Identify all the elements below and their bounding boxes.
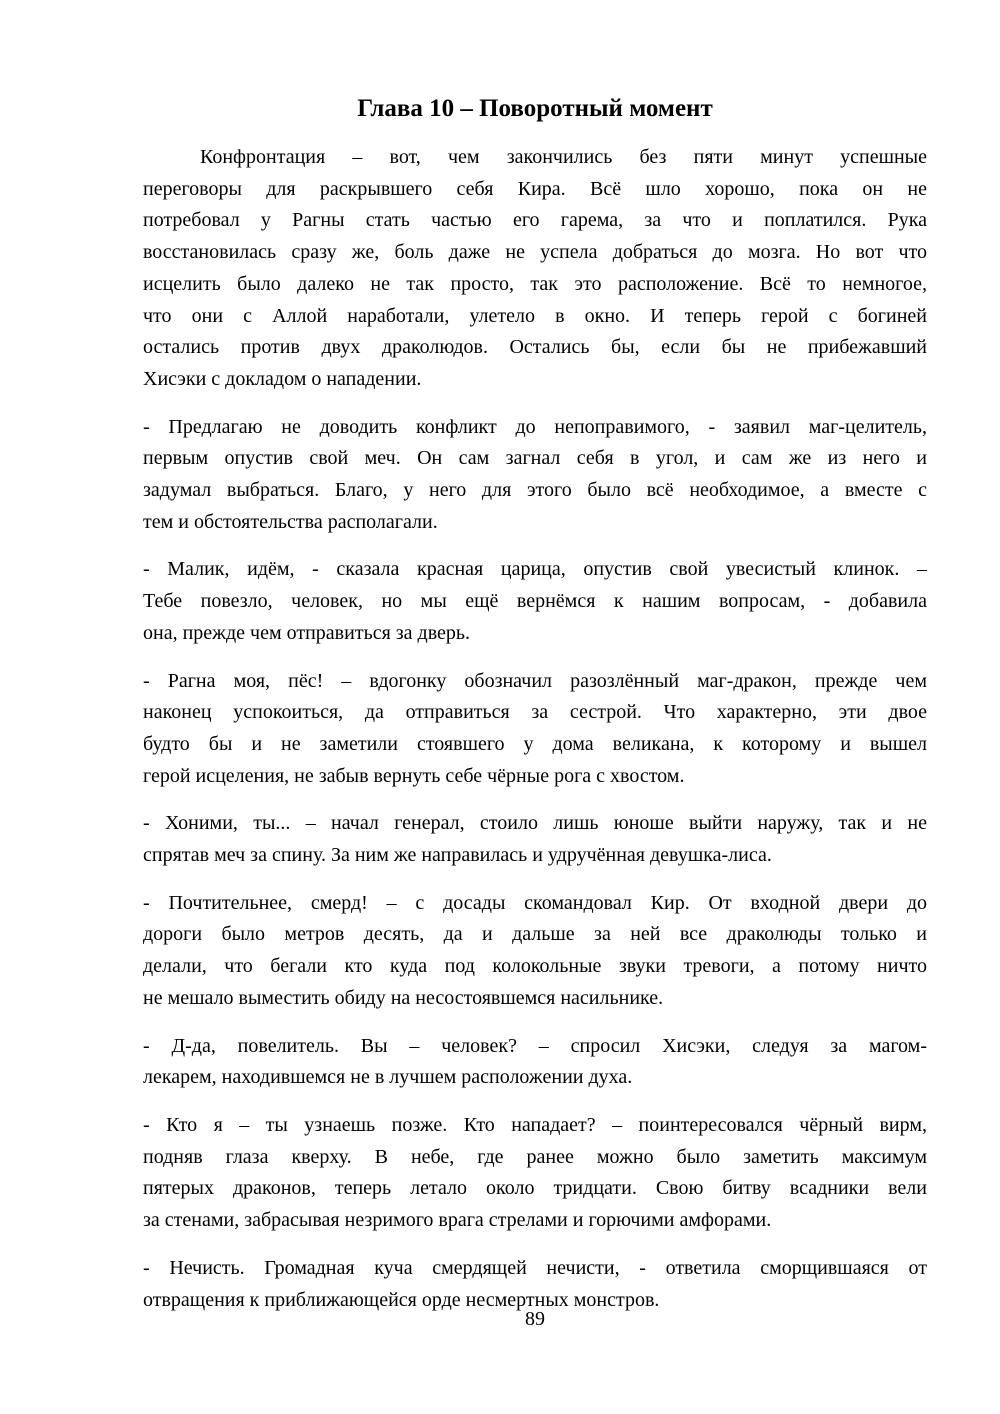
text-line: Конфронтация – вот, чем закончились без пяти минут успешные xyxy=(200,146,927,168)
text-line: за стенами, забрасывая незримого врага стрелами и горючими амфорами. xyxy=(143,1209,772,1232)
text-line: первым опустив свой меч. Он сам загнал себя в угол, и сам же из него и xyxy=(143,447,927,470)
paragraph xyxy=(143,554,927,649)
text-line: остались против двух драколюдов. Остались бы, если бы не прибежавший xyxy=(143,336,927,359)
text-line: переговоры для раскрывшего себя Кира. Всё шло хорошо, пока он не xyxy=(143,177,927,200)
text-line: тем и обстоятельства располагали. xyxy=(143,510,438,533)
text-line: потребовал у Рагны стать частью его гарема, за что и поплатился. Рука xyxy=(143,209,927,232)
text-line: делали, что бегали кто куда под колокольные звуки тревоги, а потому ничто xyxy=(143,955,927,978)
text-line: - Малик, идём, - сказала красная царица, опустив свой увесистый клинок. – xyxy=(143,558,927,581)
paragraph xyxy=(143,412,927,539)
text-line: - Хоними, ты... – начал генерал, стоило лишь юноше выйти наружу, так и не xyxy=(143,812,927,835)
text-line: что они с Аллой наработали, улетело в окно. И теперь герой с богиней xyxy=(143,304,927,327)
text-line: задумал выбраться. Благо, у него для этого было всё необходимое, а вместе с xyxy=(143,479,927,502)
text-line: Тебе повезло, человек, но мы ещё вернёмся к нашим вопросам, - добавила xyxy=(143,590,927,613)
text-line: герой исцеления, не забыв вернуть себе чёрные рога с хвостом. xyxy=(143,764,685,787)
paragraph xyxy=(143,1110,927,1237)
text-line: отвращения к приближающейся орде несмертных монстров. xyxy=(143,1288,660,1311)
text-line: - Рагна моя, пёс! – вдогонку обозначил разозлённый маг-дракон, прежде чем xyxy=(143,669,927,692)
text-line: - Предлагаю не доводить конфликт до непоправимого, - заявил маг-целитель, xyxy=(143,415,927,438)
text-line: будто бы и не заметили стоявшего у дома великана, к которому и вышел xyxy=(143,732,927,755)
text-line: подняв глаза кверху. В небе, где ранее можно было заметить максимум xyxy=(143,1145,927,1168)
text-line: - Д-да, повелитель. Вы – человек? – спросил Хисэки, следуя за магом- xyxy=(143,1034,927,1057)
paragraph xyxy=(143,888,927,1015)
text-line: не мешало выместить обиду на несостоявшемся насильнике. xyxy=(143,986,664,1009)
text-line: Хисэки с докладом о нападении. xyxy=(143,367,422,390)
text-line: исцелить было далеко не так просто, так это расположение. Всё то немногое, xyxy=(143,272,927,295)
text-line: - Кто я – ты узнаешь позже. Кто нападает? – поинтересовался чёрный вирм, xyxy=(143,1113,927,1136)
paragraph xyxy=(143,666,927,793)
text-line: она, прежде чем отправиться за дверь. xyxy=(143,621,471,644)
text-line: восстановилась сразу же, боль даже не успела добраться до мозга. Но вот что xyxy=(143,241,927,264)
paragraph xyxy=(143,142,927,396)
text-line: - Почтительнее, смерд! – с досады скомандовал Кир. От входной двери до xyxy=(143,891,927,914)
page-number: 89 xyxy=(525,1308,545,1330)
text-line: пятерых драконов, теперь летало около тридцати. Свою битву всадники вели xyxy=(143,1177,927,1200)
document-body xyxy=(143,142,927,1332)
chapter-title: Глава 10 – Поворотный момент xyxy=(357,95,713,122)
text-line: спрятав меч за спину. За ним же направилась и удручённая девушка-лиса. xyxy=(143,844,772,867)
text-line: - Нечисть. Громадная куча смердящей нечисти, - ответила сморщившаяся от xyxy=(143,1256,927,1279)
paragraph xyxy=(143,808,927,871)
text-line: лекарем, находившемся не в лучшем расположении духа. xyxy=(143,1066,633,1089)
text-line: дороги было метров десять, да и дальше за ней все драколюды только и xyxy=(143,923,927,946)
paragraph xyxy=(143,1031,927,1094)
text-line: наконец успокоиться, да отправиться за сестрой. Что характерно, эти двое xyxy=(143,701,927,724)
